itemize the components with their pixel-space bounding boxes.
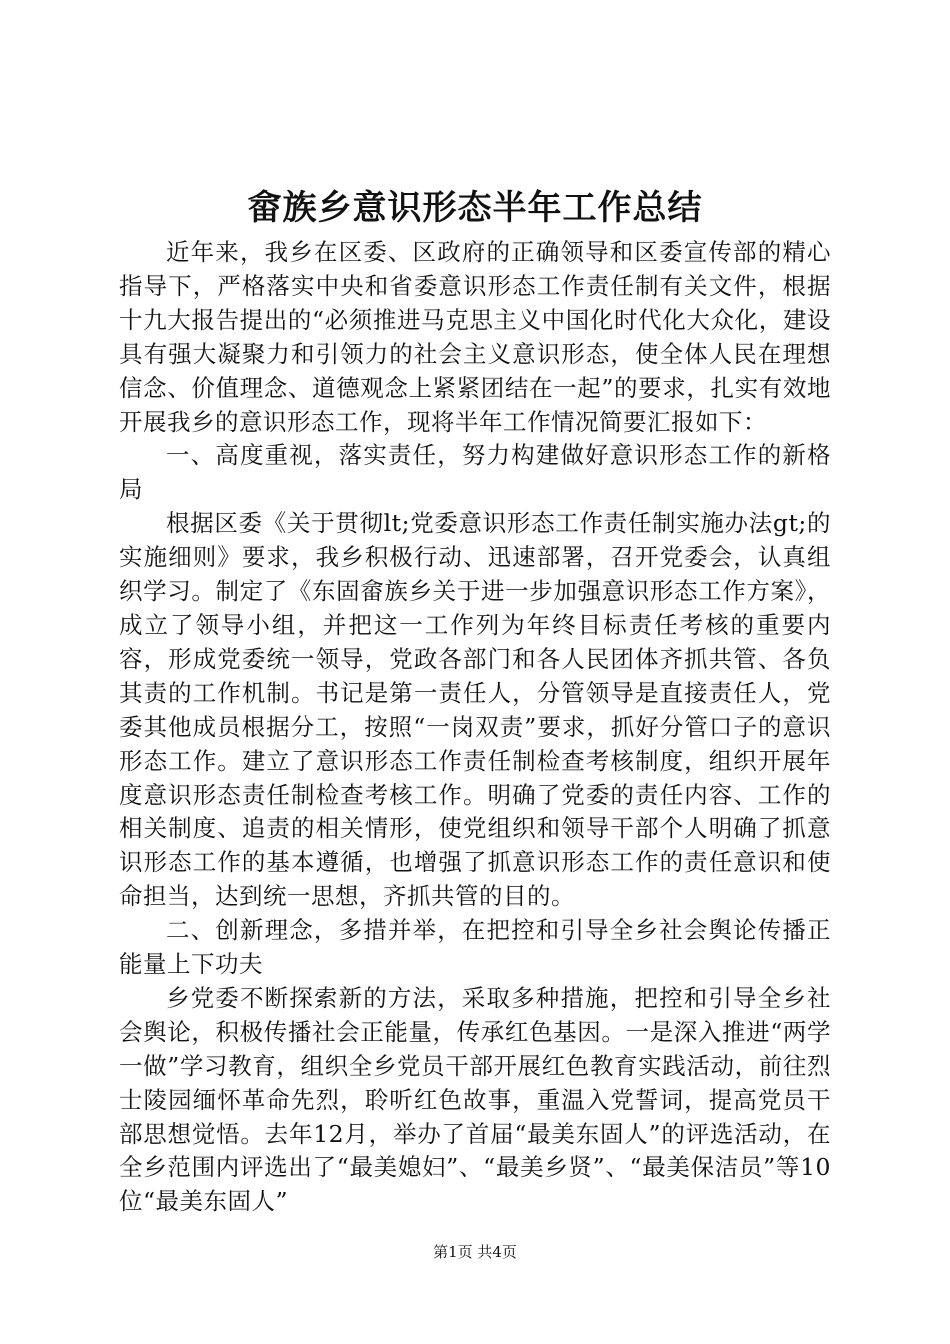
section-heading-1: 一、高度重视，落实责任，努力构建做好意识形态工作的新格局: [119, 441, 831, 504]
paragraph-section-2: 乡党委不断探索新的方法，采取多种措施，把控和引导全乡社会舆论，积极传播社会正能量，传承红色基因。一是深入推进“两学一做”学习教育，组织全乡党员干部开展红色教育实践活动，前往烈士陵园缅怀革命先烈，聆听红色故事，重温入党誓词，提高党员干部思想觉悟。去年12月，举办了首届“最美东固人”的评选活动，在全乡范围内评选出了“最美媳妇”、“最美乡贤”、“最美保洁员”等10位“最美东固人”: [119, 983, 831, 1216]
section-heading-2: 二、创新理念，多措并举，在把控和引导全乡社会舆论传播正能量上下功夫: [119, 916, 831, 979]
page-number-footer: 第1页 共4页: [433, 1243, 517, 1261]
paragraph-intro: 近年来，我乡在区委、区政府的正确领导和区委宣传部的精心指导下，严格落实中央和省委意识形态工作责任制有关文件，根据十九大报告提出的“必须推进马克思主义中国化时代化大众化，建设具有强大凝聚力和引领力的社会主义意识形态，使全体人民在理想信念、价值理念、道德观念上紧紧团结在一起”的要求，扎实有效地开展我乡的意识形态工作，现将半年工作情况简要汇报如下：: [119, 238, 831, 436]
document-body: [119, 236, 831, 1219]
document-title: 畲族乡意识形态半年工作总结: [247, 188, 703, 228]
paragraph-section-1: 根据区委《关于贯彻lt;党委意识形态工作责任制实施办法gt;的实施细则》要求，我乡积极行动、迅速部署，召开党委会，认真组织学习。制定了《东固畲族乡关于进一步加强意识形态工作方案》，成立了领导小组，并把这一工作列为年终目标责任考核的重要内容，形成党委统一领导，党政各部门和各人民团体齐抓共管、各负其责的工作机制。书记是第一责任人，分管领导是直接责任人，党委其他成员根据分工，按照“一岗双责”要求，抓好分管口子的意识形态工作。建立了意识形态工作责任制检查考核制度，组织开展年度意识形态责任制检查考核工作。明确了党委的责任内容、工作的相关制度、追责的相关情形，使党组织和领导干部个人明确了抓意识形态工作的基本遵循，也增强了抓意识形态工作的责任意识和使命担当，达到统一思想，齐抓共管的目的。: [119, 509, 831, 911]
